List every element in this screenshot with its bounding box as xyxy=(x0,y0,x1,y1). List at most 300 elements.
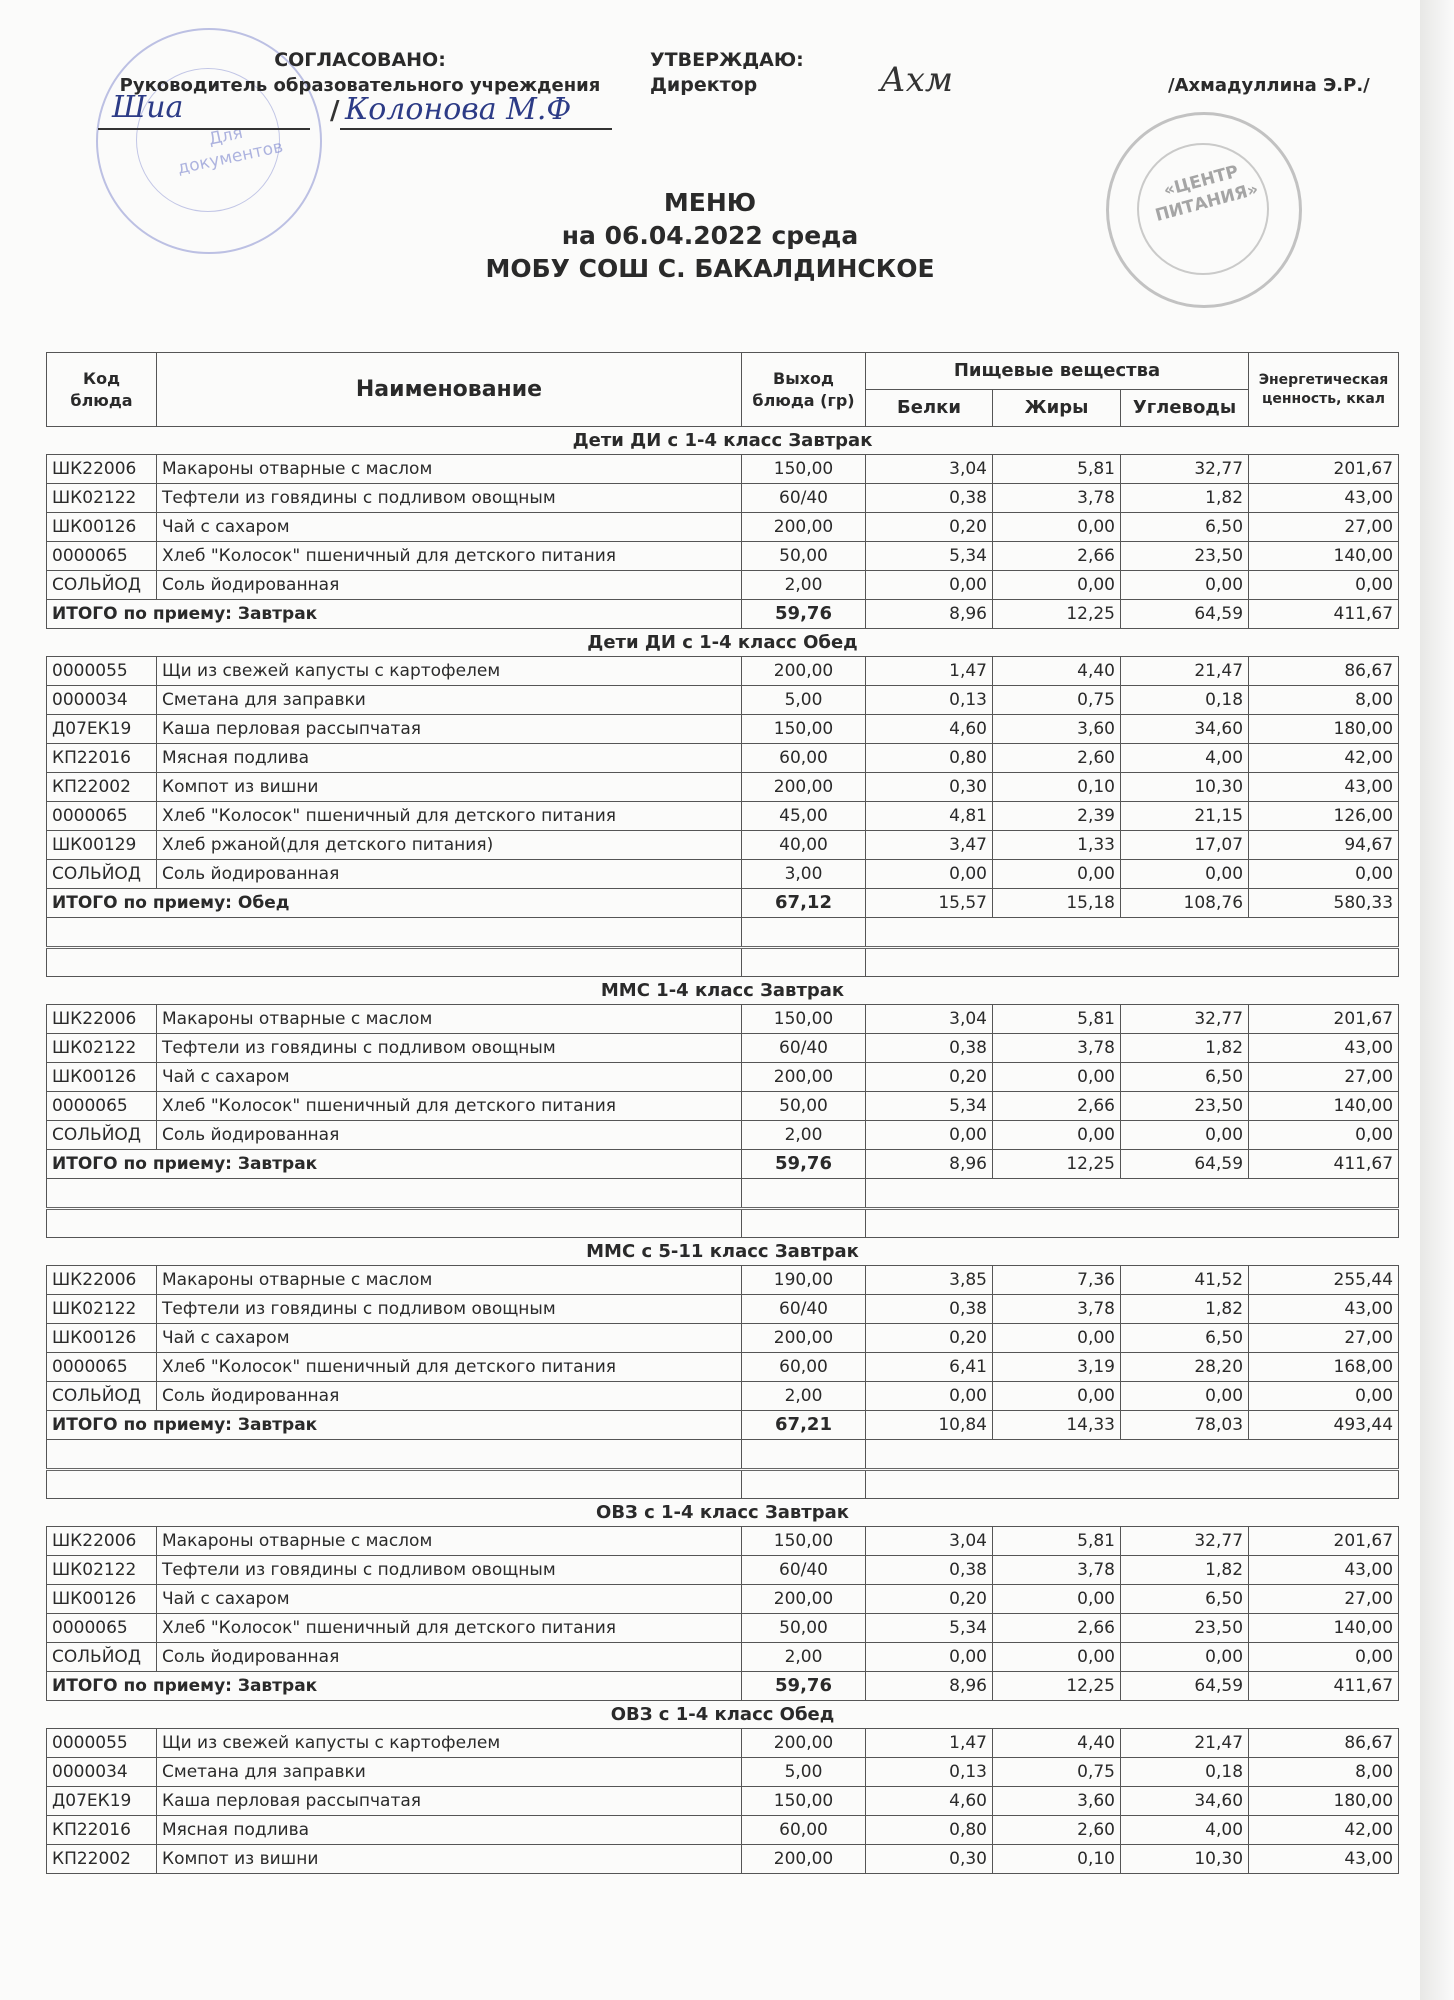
cell-kcal: 27,00 xyxy=(1249,1585,1399,1614)
total-kcal: 493,44 xyxy=(1249,1411,1399,1440)
total-protein: 15,57 xyxy=(866,889,993,918)
total-fat: 15,18 xyxy=(993,889,1121,918)
table-row xyxy=(47,1729,1399,1758)
cell-fat: 3,78 xyxy=(993,1556,1121,1585)
table-row xyxy=(47,831,1399,860)
cell-protein: 3,04 xyxy=(866,455,993,484)
cell-code: КП22016 xyxy=(47,1816,157,1845)
header-name: Наименование xyxy=(157,353,742,427)
total-label: ИТОГО по приему: Обед xyxy=(47,889,742,918)
total-protein: 8,96 xyxy=(866,1150,993,1179)
cell-carbs: 32,77 xyxy=(1121,1527,1249,1556)
total-yield: 67,21 xyxy=(742,1411,866,1440)
menu-table-body xyxy=(47,427,1399,1874)
cell-kcal: 27,00 xyxy=(1249,1063,1399,1092)
cell-carbs: 23,50 xyxy=(1121,1614,1249,1643)
cell-code: ШК00126 xyxy=(47,1324,157,1353)
cell-carbs: 0,00 xyxy=(1121,1121,1249,1150)
cell-code: ШК22006 xyxy=(47,1527,157,1556)
cell-yield: 40,00 xyxy=(742,831,866,860)
cell-yield: 200,00 xyxy=(742,657,866,686)
cell-kcal: 140,00 xyxy=(1249,1614,1399,1643)
cell-fat: 3,19 xyxy=(993,1353,1121,1382)
header-nutrients: Пищевые вещества xyxy=(866,353,1249,390)
blank-cell xyxy=(47,1470,742,1499)
section-title: Дети ДИ с 1-4 класс Обед xyxy=(47,629,1399,657)
cell-protein: 0,20 xyxy=(866,1585,993,1614)
blank-cell xyxy=(866,1179,1399,1209)
cell-kcal: 0,00 xyxy=(1249,1643,1399,1672)
total-protein: 8,96 xyxy=(866,600,993,629)
cell-yield: 190,00 xyxy=(742,1266,866,1295)
blank-cell xyxy=(742,1179,866,1209)
cell-yield: 5,00 xyxy=(742,1758,866,1787)
stamp-text: «ЦЕНТР ПИТАНИЯ» xyxy=(1153,161,1261,226)
menu-table xyxy=(46,352,1399,1874)
cell-kcal: 27,00 xyxy=(1249,1324,1399,1353)
cell-carbs: 34,60 xyxy=(1121,715,1249,744)
cell-name: Хлеб "Колосок" пшеничный для детского питания xyxy=(157,802,742,831)
table-row xyxy=(47,1353,1399,1382)
cell-carbs: 34,60 xyxy=(1121,1787,1249,1816)
total-kcal: 411,67 xyxy=(1249,1150,1399,1179)
cell-carbs: 1,82 xyxy=(1121,1034,1249,1063)
total-carbs: 64,59 xyxy=(1121,600,1249,629)
cell-fat: 3,78 xyxy=(993,1295,1121,1324)
cell-fat: 2,66 xyxy=(993,542,1121,571)
total-protein: 10,84 xyxy=(866,1411,993,1440)
cell-code: 0000055 xyxy=(47,657,157,686)
cell-name: Макароны отварные с маслом xyxy=(157,1527,742,1556)
cell-code: Д07ЕК19 xyxy=(47,1787,157,1816)
cell-fat: 0,00 xyxy=(993,1063,1121,1092)
cell-fat: 0,00 xyxy=(993,1382,1121,1411)
total-carbs: 64,59 xyxy=(1121,1672,1249,1701)
blank-cell xyxy=(866,1440,1399,1470)
total-row xyxy=(47,1672,1399,1701)
cell-code: ШК22006 xyxy=(47,1266,157,1295)
cell-fat: 5,81 xyxy=(993,1005,1121,1034)
cell-carbs: 1,82 xyxy=(1121,1295,1249,1324)
cell-carbs: 21,47 xyxy=(1121,1729,1249,1758)
agreed-title: СОГЛАСОВАНО: xyxy=(274,49,446,71)
cell-kcal: 27,00 xyxy=(1249,513,1399,542)
cell-yield: 60,00 xyxy=(742,1353,866,1382)
cell-name: Хлеб "Колосок" пшеничный для детского питания xyxy=(157,542,742,571)
cell-yield: 50,00 xyxy=(742,1092,866,1121)
total-yield: 59,76 xyxy=(742,1672,866,1701)
cell-carbs: 6,50 xyxy=(1121,1585,1249,1614)
cell-code: ШК22006 xyxy=(47,455,157,484)
cell-protein: 3,04 xyxy=(866,1527,993,1556)
cell-protein: 0,80 xyxy=(866,744,993,773)
cell-fat: 3,60 xyxy=(993,715,1121,744)
table-row xyxy=(47,1121,1399,1150)
header-yield: Выход блюда (гр) xyxy=(742,353,866,427)
cell-code: СОЛЬЙОД xyxy=(47,860,157,889)
cell-yield: 60/40 xyxy=(742,1556,866,1585)
section-title: ОВЗ с 1-4 класс Обед xyxy=(47,1701,1399,1729)
blank-cell xyxy=(742,1470,866,1499)
cell-yield: 60/40 xyxy=(742,1295,866,1324)
cell-kcal: 168,00 xyxy=(1249,1353,1399,1382)
table-row xyxy=(47,1034,1399,1063)
cell-carbs: 0,00 xyxy=(1121,1382,1249,1411)
catering-stamp-icon xyxy=(1106,112,1302,308)
total-row xyxy=(47,1411,1399,1440)
table-row xyxy=(47,1063,1399,1092)
blank-cell xyxy=(47,1209,742,1238)
total-fat: 12,25 xyxy=(993,600,1121,629)
document-date: на 06.04.2022 среда xyxy=(561,221,859,250)
cell-fat: 0,75 xyxy=(993,686,1121,715)
cell-fat: 0,10 xyxy=(993,1845,1121,1874)
cell-code: СОЛЬЙОД xyxy=(47,1121,157,1150)
cell-code: КП22002 xyxy=(47,1845,157,1874)
cell-fat: 0,00 xyxy=(993,1585,1121,1614)
total-label: ИТОГО по приему: Завтрак xyxy=(47,1411,742,1440)
cell-name: Соль йодированная xyxy=(157,1643,742,1672)
cell-code: 0000034 xyxy=(47,686,157,715)
table-row xyxy=(47,542,1399,571)
cell-yield: 200,00 xyxy=(742,773,866,802)
cell-name: Хлеб "Колосок" пшеничный для детского питания xyxy=(157,1353,742,1382)
table-row xyxy=(47,773,1399,802)
cell-kcal: 86,67 xyxy=(1249,657,1399,686)
cell-fat: 3,60 xyxy=(993,1787,1121,1816)
blank-cell xyxy=(47,1179,742,1209)
cell-yield: 200,00 xyxy=(742,1585,866,1614)
cell-yield: 50,00 xyxy=(742,542,866,571)
cell-yield: 60,00 xyxy=(742,1816,866,1845)
blank-cell xyxy=(866,1470,1399,1499)
cell-name: Тефтели из говядины с подливом овощным xyxy=(157,1034,742,1063)
cell-kcal: 86,67 xyxy=(1249,1729,1399,1758)
cell-yield: 150,00 xyxy=(742,455,866,484)
section-header-row xyxy=(47,1499,1399,1527)
header-code: Код блюда xyxy=(47,353,157,427)
cell-yield: 150,00 xyxy=(742,715,866,744)
table-row xyxy=(47,1585,1399,1614)
table-row xyxy=(47,686,1399,715)
total-carbs: 108,76 xyxy=(1121,889,1249,918)
document-title-block xyxy=(300,186,1120,285)
table-row xyxy=(47,744,1399,773)
left-signature: Шиа xyxy=(112,90,184,125)
cell-code: ШК00126 xyxy=(47,1585,157,1614)
cell-name: Компот из вишни xyxy=(157,773,742,802)
stamp-text: Для документов xyxy=(175,122,285,179)
cell-carbs: 28,20 xyxy=(1121,1353,1249,1382)
cell-carbs: 0,00 xyxy=(1121,1643,1249,1672)
cell-carbs: 4,00 xyxy=(1121,1816,1249,1845)
cell-name: Хлеб "Колосок" пшеничный для детского питания xyxy=(157,1614,742,1643)
cell-carbs: 0,18 xyxy=(1121,1758,1249,1787)
total-label: ИТОГО по приему: Завтрак xyxy=(47,1150,742,1179)
cell-carbs: 4,00 xyxy=(1121,744,1249,773)
cell-protein: 0,00 xyxy=(866,1121,993,1150)
cell-kcal: 43,00 xyxy=(1249,484,1399,513)
cell-code: ШК02122 xyxy=(47,1556,157,1585)
cell-protein: 3,85 xyxy=(866,1266,993,1295)
table-row xyxy=(47,1092,1399,1121)
cell-name: Хлеб ржаной(для детского питания) xyxy=(157,831,742,860)
cell-carbs: 10,30 xyxy=(1121,1845,1249,1874)
cell-protein: 0,20 xyxy=(866,513,993,542)
cell-kcal: 201,67 xyxy=(1249,455,1399,484)
section-title: Дети ДИ с 1-4 класс Завтрак xyxy=(47,427,1399,455)
cell-yield: 2,00 xyxy=(742,1121,866,1150)
cell-carbs: 10,30 xyxy=(1121,773,1249,802)
blank-cell xyxy=(866,1209,1399,1238)
cell-protein: 4,60 xyxy=(866,715,993,744)
total-fat: 12,25 xyxy=(993,1672,1121,1701)
cell-protein: 0,00 xyxy=(866,571,993,600)
cell-carbs: 32,77 xyxy=(1121,1005,1249,1034)
cell-fat: 0,00 xyxy=(993,571,1121,600)
cell-protein: 5,34 xyxy=(866,1614,993,1643)
cell-protein: 0,38 xyxy=(866,1295,993,1324)
cell-carbs: 6,50 xyxy=(1121,1063,1249,1092)
cell-kcal: 180,00 xyxy=(1249,715,1399,744)
cell-yield: 3,00 xyxy=(742,860,866,889)
cell-name: Соль йодированная xyxy=(157,860,742,889)
cell-fat: 3,78 xyxy=(993,1034,1121,1063)
table-row xyxy=(47,1758,1399,1787)
cell-yield: 150,00 xyxy=(742,1527,866,1556)
cell-code: 0000055 xyxy=(47,1729,157,1758)
director-signature: Ахм xyxy=(880,60,954,100)
cell-protein: 0,30 xyxy=(866,1845,993,1874)
cell-code: ШК02122 xyxy=(47,1034,157,1063)
total-row xyxy=(47,600,1399,629)
cell-fat: 0,00 xyxy=(993,1643,1121,1672)
table-row xyxy=(47,1005,1399,1034)
director-name: /Ахмадуллина Э.Р./ xyxy=(1168,75,1370,96)
cell-fat: 2,66 xyxy=(993,1092,1121,1121)
cell-yield: 5,00 xyxy=(742,686,866,715)
cell-kcal: 180,00 xyxy=(1249,1787,1399,1816)
table-row xyxy=(47,1527,1399,1556)
cell-fat: 0,00 xyxy=(993,1324,1121,1353)
signature-line xyxy=(98,128,310,130)
table-row xyxy=(47,1556,1399,1585)
cell-kcal: 140,00 xyxy=(1249,1092,1399,1121)
table-row xyxy=(47,802,1399,831)
cell-code: КП22016 xyxy=(47,744,157,773)
cell-name: Тефтели из говядины с подливом овощным xyxy=(157,1295,742,1324)
cell-yield: 2,00 xyxy=(742,1382,866,1411)
section-title: ММС с 5-11 класс Завтрак xyxy=(47,1238,1399,1266)
cell-name: Тефтели из говядины с подливом овощным xyxy=(157,1556,742,1585)
cell-fat: 0,00 xyxy=(993,513,1121,542)
total-yield: 67,12 xyxy=(742,889,866,918)
cell-kcal: 42,00 xyxy=(1249,744,1399,773)
cell-fat: 0,00 xyxy=(993,1121,1121,1150)
cell-protein: 1,47 xyxy=(866,657,993,686)
blank-cell xyxy=(47,1440,742,1470)
cell-kcal: 43,00 xyxy=(1249,1845,1399,1874)
cell-kcal: 201,67 xyxy=(1249,1005,1399,1034)
cell-fat: 2,60 xyxy=(993,744,1121,773)
cell-yield: 200,00 xyxy=(742,1324,866,1353)
left-name-handwritten: Колонова М.Ф xyxy=(345,92,572,127)
cell-carbs: 23,50 xyxy=(1121,542,1249,571)
total-fat: 14,33 xyxy=(993,1411,1121,1440)
cell-name: Чай с сахаром xyxy=(157,1063,742,1092)
agreed-role: Руководитель образовательного учреждения xyxy=(119,75,601,96)
cell-protein: 0,38 xyxy=(866,1556,993,1585)
cell-fat: 4,40 xyxy=(993,1729,1121,1758)
approve-title: УТВЕРЖДАЮ: xyxy=(650,49,804,71)
cell-name: Соль йодированная xyxy=(157,1382,742,1411)
cell-carbs: 41,52 xyxy=(1121,1266,1249,1295)
cell-fat: 5,81 xyxy=(993,455,1121,484)
cell-carbs: 21,15 xyxy=(1121,802,1249,831)
blank-cell xyxy=(866,948,1399,977)
cell-yield: 200,00 xyxy=(742,1845,866,1874)
cell-code: 0000065 xyxy=(47,1353,157,1382)
cell-code: ШК00129 xyxy=(47,831,157,860)
cell-protein: 5,34 xyxy=(866,1092,993,1121)
table-row xyxy=(47,484,1399,513)
total-kcal: 411,67 xyxy=(1249,1672,1399,1701)
total-carbs: 78,03 xyxy=(1121,1411,1249,1440)
cell-protein: 0,13 xyxy=(866,686,993,715)
blank-cell xyxy=(742,1209,866,1238)
cell-protein: 3,04 xyxy=(866,1005,993,1034)
blank-cell xyxy=(47,948,742,977)
cell-kcal: 42,00 xyxy=(1249,1816,1399,1845)
cell-kcal: 43,00 xyxy=(1249,773,1399,802)
cell-name: Мясная подлива xyxy=(157,1816,742,1845)
cell-kcal: 94,67 xyxy=(1249,831,1399,860)
cell-name: Компот из вишни xyxy=(157,1845,742,1874)
cell-yield: 2,00 xyxy=(742,571,866,600)
cell-protein: 0,20 xyxy=(866,1324,993,1353)
cell-name: Сметана для заправки xyxy=(157,1758,742,1787)
cell-kcal: 126,00 xyxy=(1249,802,1399,831)
cell-code: СОЛЬЙОД xyxy=(47,1382,157,1411)
total-protein: 8,96 xyxy=(866,1672,993,1701)
section-header-row xyxy=(47,629,1399,657)
cell-name: Каша перловая рассыпчатая xyxy=(157,715,742,744)
cell-protein: 3,47 xyxy=(866,831,993,860)
cell-name: Мясная подлива xyxy=(157,744,742,773)
total-yield: 59,76 xyxy=(742,600,866,629)
cell-code: Д07ЕК19 xyxy=(47,715,157,744)
cell-yield: 60/40 xyxy=(742,1034,866,1063)
cell-yield: 150,00 xyxy=(742,1005,866,1034)
scan-edge xyxy=(1420,0,1454,2000)
cell-name: Хлеб "Колосок" пшеничный для детского питания xyxy=(157,1092,742,1121)
cell-fat: 3,78 xyxy=(993,484,1121,513)
cell-code: КП22002 xyxy=(47,773,157,802)
cell-protein: 6,41 xyxy=(866,1353,993,1382)
blank-cell xyxy=(866,918,1399,948)
cell-code: 0000065 xyxy=(47,1614,157,1643)
section-header-row xyxy=(47,1701,1399,1729)
cell-carbs: 1,82 xyxy=(1121,484,1249,513)
cell-fat: 0,10 xyxy=(993,773,1121,802)
cell-carbs: 0,18 xyxy=(1121,686,1249,715)
table-row xyxy=(47,455,1399,484)
cell-kcal: 201,67 xyxy=(1249,1527,1399,1556)
cell-code: СОЛЬЙОД xyxy=(47,1643,157,1672)
cell-fat: 2,39 xyxy=(993,802,1121,831)
cell-fat: 1,33 xyxy=(993,831,1121,860)
section-header-row xyxy=(47,1238,1399,1266)
cell-name: Чай с сахаром xyxy=(157,513,742,542)
cell-protein: 0,13 xyxy=(866,1758,993,1787)
cell-protein: 0,20 xyxy=(866,1063,993,1092)
total-carbs: 64,59 xyxy=(1121,1150,1249,1179)
cell-kcal: 43,00 xyxy=(1249,1556,1399,1585)
cell-yield: 60,00 xyxy=(742,744,866,773)
total-kcal: 580,33 xyxy=(1249,889,1399,918)
cell-protein: 0,00 xyxy=(866,860,993,889)
cell-fat: 7,36 xyxy=(993,1266,1121,1295)
blank-cell xyxy=(742,948,866,977)
cell-protein: 0,80 xyxy=(866,1816,993,1845)
cell-carbs: 6,50 xyxy=(1121,1324,1249,1353)
cell-code: ШК00126 xyxy=(47,513,157,542)
cell-kcal: 255,44 xyxy=(1249,1266,1399,1295)
header-protein: Белки xyxy=(866,390,993,427)
blank-row xyxy=(47,948,1399,977)
cell-protein: 1,47 xyxy=(866,1729,993,1758)
blank-cell xyxy=(742,918,866,948)
cell-fat: 0,00 xyxy=(993,860,1121,889)
cell-name: Каша перловая рассыпчатая xyxy=(157,1787,742,1816)
cell-fat: 5,81 xyxy=(993,1527,1121,1556)
cell-protein: 0,00 xyxy=(866,1382,993,1411)
blank-row xyxy=(47,918,1399,948)
cell-code: 0000065 xyxy=(47,542,157,571)
cell-code: 0000034 xyxy=(47,1758,157,1787)
cell-protein: 5,34 xyxy=(866,542,993,571)
cell-kcal: 8,00 xyxy=(1249,686,1399,715)
table-row xyxy=(47,1845,1399,1874)
cell-carbs: 32,77 xyxy=(1121,455,1249,484)
blank-row xyxy=(47,1440,1399,1470)
cell-yield: 50,00 xyxy=(742,1614,866,1643)
table-row xyxy=(47,1324,1399,1353)
cell-carbs: 17,07 xyxy=(1121,831,1249,860)
cell-name: Чай с сахаром xyxy=(157,1324,742,1353)
cell-fat: 2,60 xyxy=(993,1816,1121,1845)
blank-row xyxy=(47,1209,1399,1238)
section-header-row xyxy=(47,977,1399,1005)
cell-name: Макароны отварные с маслом xyxy=(157,1005,742,1034)
cell-yield: 200,00 xyxy=(742,1729,866,1758)
cell-protein: 4,81 xyxy=(866,802,993,831)
cell-protein: 0,00 xyxy=(866,1643,993,1672)
cell-code: 0000065 xyxy=(47,802,157,831)
total-row xyxy=(47,889,1399,918)
table-row xyxy=(47,513,1399,542)
school-name: МОБУ СОШ С. БАКАЛДИНСКОЕ xyxy=(485,254,935,283)
cell-name: Щи из свежей капусты с картофелем xyxy=(157,657,742,686)
cell-name: Тефтели из говядины с подливом овощным xyxy=(157,484,742,513)
table-row xyxy=(47,1382,1399,1411)
section-title: ММС 1-4 класс Завтрак xyxy=(47,977,1399,1005)
table-row xyxy=(47,1266,1399,1295)
cell-yield: 45,00 xyxy=(742,802,866,831)
total-fat: 12,25 xyxy=(993,1150,1121,1179)
cell-name: Соль йодированная xyxy=(157,1121,742,1150)
section-header-row xyxy=(47,427,1399,455)
